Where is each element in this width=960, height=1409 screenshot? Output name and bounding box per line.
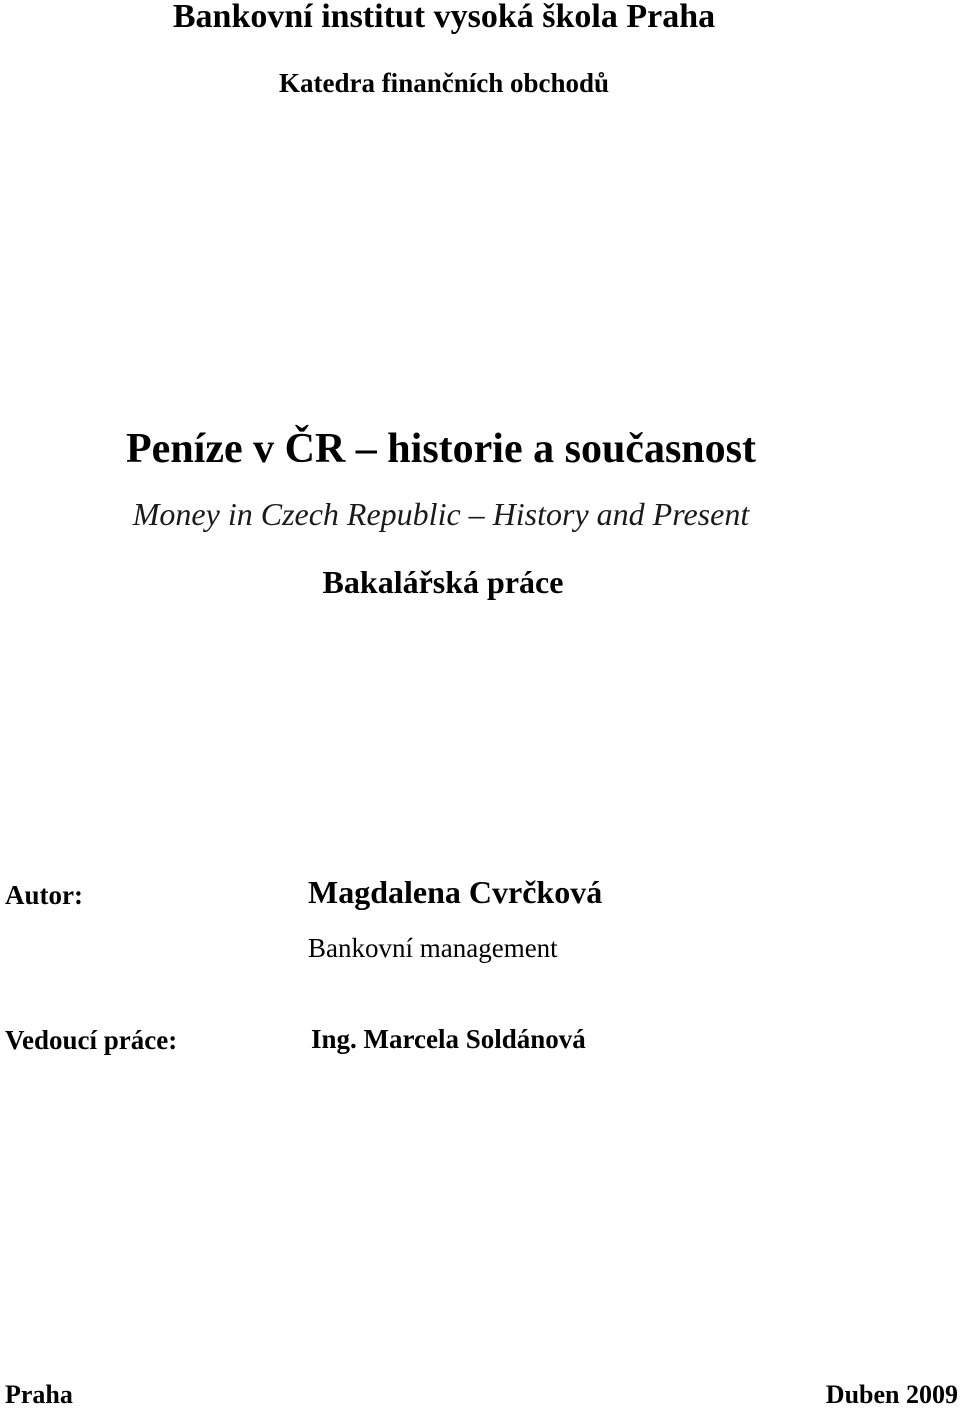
author-name: Magdalena Cvrčková <box>308 874 603 910</box>
institution-name: Bankovní institut vysoká škola Praha <box>172 0 716 35</box>
author-label: Autor: <box>5 880 83 910</box>
place: Praha <box>5 1380 73 1409</box>
thesis-title-english: Money in Czech Republic – History and Present <box>132 496 750 532</box>
supervisor-name: Ing. Marcela Soldánová <box>311 1024 586 1054</box>
thesis-type: Bakalářská práce <box>322 564 564 600</box>
date: Duben 2009 <box>825 1380 958 1409</box>
study-field: Bankovní management <box>308 933 558 963</box>
supervisor-label: Vedoucí práce: <box>5 1025 178 1055</box>
department-name: Katedra finančních obchodů <box>278 68 610 98</box>
thesis-title-czech: Peníze v ČR – historie a současnost <box>126 426 756 472</box>
